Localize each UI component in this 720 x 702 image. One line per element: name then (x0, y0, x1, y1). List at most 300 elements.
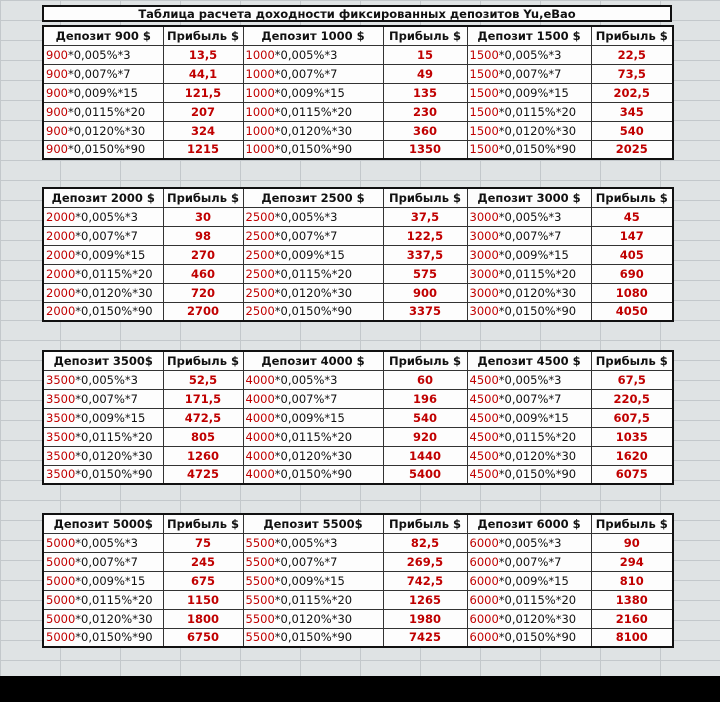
formula-cell[interactable] (43, 408, 163, 427)
formula-cell[interactable] (467, 427, 591, 446)
profit-cell[interactable]: 6075 (591, 465, 673, 484)
formula-cell[interactable] (467, 121, 591, 140)
rate-expression: *0,007%*7 (67, 66, 131, 81)
profit-header-cell[interactable]: Прибыль $ (383, 351, 467, 370)
formula-cell[interactable] (467, 226, 591, 245)
profit-cell[interactable]: 1150 (163, 590, 243, 609)
profit-cell[interactable]: 171,5 (163, 389, 243, 408)
profit-cell[interactable]: 52,5 (163, 370, 243, 389)
rate-expression: *0,0150%*90 (274, 304, 353, 319)
formula-cell[interactable] (467, 83, 591, 102)
profit-cell[interactable]: 675 (163, 571, 243, 590)
formula-cell[interactable] (467, 370, 591, 389)
rate-expression: *0,007%*7 (274, 554, 338, 569)
rate-expression: *0,007%*7 (274, 391, 338, 406)
formula-cell[interactable] (467, 609, 591, 628)
profit-cell[interactable]: 73,5 (591, 64, 673, 83)
deposit-header-cell[interactable]: Депозит 5000$ (43, 514, 163, 533)
deposit-header-cell[interactable]: Депозит 900 $ (43, 26, 163, 45)
formula-cell[interactable] (243, 102, 383, 121)
rate-expression: *0,005%*3 (274, 209, 338, 224)
rate-expression: *0,005%*3 (498, 372, 562, 387)
deposit-header-cell[interactable]: Депозит 1500 $ (467, 26, 591, 45)
deposit-amount: 4500 (469, 391, 499, 406)
rate-expression: *0,0120%*30 (498, 285, 577, 300)
formula-cell[interactable] (243, 571, 383, 590)
deposit-amount: 1500 (469, 123, 499, 138)
deposit-amount: 2500 (245, 266, 275, 281)
deposit-amount: 3000 (469, 209, 499, 224)
formula-cell[interactable] (43, 302, 163, 321)
rate-expression: *0,007%*7 (274, 228, 338, 243)
formula-cell[interactable] (243, 245, 383, 264)
deposit-header-cell[interactable]: Депозит 1000 $ (243, 26, 383, 45)
deposit-header-cell[interactable]: Депозит 2000 $ (43, 188, 163, 207)
deposit-amount: 1500 (469, 85, 499, 100)
formula-cell[interactable] (243, 446, 383, 465)
rate-expression: *0,007%*7 (498, 554, 562, 569)
rate-expression: *0,007%*7 (498, 391, 562, 406)
profit-cell[interactable]: 67,5 (591, 370, 673, 389)
rate-expression: *0,0115%*20 (67, 104, 146, 119)
formula-cell[interactable] (467, 590, 591, 609)
profit-header-cell[interactable]: Прибыль $ (591, 188, 673, 207)
formula-cell[interactable] (467, 552, 591, 571)
profit-cell[interactable]: 147 (591, 226, 673, 245)
formula-cell[interactable] (243, 264, 383, 283)
deposit-amount: 5000 (46, 554, 76, 569)
profit-cell[interactable]: 1265 (383, 590, 467, 609)
formula-cell[interactable] (43, 102, 163, 121)
profit-cell[interactable]: 13,5 (163, 45, 243, 64)
deposit-header-cell[interactable]: Депозит 4000 $ (243, 351, 383, 370)
profit-cell[interactable]: 15 (383, 45, 467, 64)
formula-cell[interactable] (43, 83, 163, 102)
deposit-amount: 5500 (245, 592, 275, 607)
deposit-amount: 2500 (245, 247, 275, 262)
profit-cell[interactable]: 460 (163, 264, 243, 283)
formula-cell[interactable] (43, 427, 163, 446)
table-row (43, 446, 673, 465)
deposit-amount: 900 (46, 85, 68, 100)
profit-cell[interactable]: 900 (383, 283, 467, 302)
deposit-amount: 900 (46, 123, 68, 138)
deposit-amount: 3500 (46, 391, 76, 406)
rate-expression: *0,005%*3 (67, 47, 131, 62)
deposit-amount: 2000 (46, 266, 76, 281)
deposit-amount: 2500 (245, 285, 275, 300)
profit-cell[interactable]: 405 (591, 245, 673, 264)
profit-cell[interactable]: 607,5 (591, 408, 673, 427)
profit-cell[interactable]: 575 (383, 264, 467, 283)
rate-expression: *0,0115%*20 (498, 592, 577, 607)
profit-cell[interactable]: 1380 (591, 590, 673, 609)
deposit-amount: 5000 (46, 630, 76, 645)
profit-header-cell[interactable]: Прибыль $ (591, 514, 673, 533)
profit-cell[interactable]: 7425 (383, 628, 467, 647)
profit-cell[interactable]: 1440 (383, 446, 467, 465)
formula-cell[interactable] (467, 389, 591, 408)
profit-header-cell[interactable]: Прибыль $ (591, 26, 673, 45)
profit-cell[interactable]: 810 (591, 571, 673, 590)
deposit-amount: 1000 (245, 85, 275, 100)
profit-cell[interactable]: 1215 (163, 140, 243, 159)
formula-cell[interactable] (43, 571, 163, 590)
formula-cell[interactable] (243, 408, 383, 427)
formula-cell[interactable] (243, 590, 383, 609)
profit-header-cell[interactable]: Прибыль $ (591, 351, 673, 370)
profit-cell[interactable]: 22,5 (591, 45, 673, 64)
profit-cell[interactable]: 720 (163, 283, 243, 302)
deposit-amount: 3000 (469, 304, 499, 319)
rate-expression: *0,009%*15 (274, 573, 345, 588)
deposit-amount: 5500 (245, 630, 275, 645)
profit-cell[interactable]: 121,5 (163, 83, 243, 102)
deposit-table-block (42, 187, 674, 322)
profit-cell[interactable]: 2700 (163, 302, 243, 321)
formula-cell[interactable] (467, 140, 591, 159)
deposit-amount: 2000 (46, 247, 76, 262)
formula-cell[interactable] (43, 628, 163, 647)
profit-cell[interactable]: 135 (383, 83, 467, 102)
table-row (43, 83, 673, 102)
rate-expression: *0,0150%*90 (498, 467, 577, 482)
deposit-amount: 2500 (245, 228, 275, 243)
rate-expression: *0,0150%*90 (498, 142, 577, 157)
profit-cell[interactable]: 540 (591, 121, 673, 140)
formula-cell[interactable] (243, 533, 383, 552)
rate-expression: *0,005%*3 (498, 209, 562, 224)
rate-expression: *0,0120%*30 (498, 611, 577, 626)
rate-expression: *0,0120%*30 (75, 448, 153, 463)
formula-cell[interactable] (43, 64, 163, 83)
deposit-amount: 4500 (469, 448, 499, 463)
profit-cell[interactable]: 122,5 (383, 226, 467, 245)
formula-cell[interactable] (43, 465, 163, 484)
formula-cell[interactable] (467, 264, 591, 283)
rate-expression: *0,0120%*30 (75, 611, 153, 626)
profit-cell[interactable]: 540 (383, 408, 467, 427)
table-title: Таблица расчета доходности фиксированных депозитов Yu,eBao (42, 5, 672, 22)
rate-expression: *0,009%*15 (67, 85, 138, 100)
formula-cell[interactable] (467, 283, 591, 302)
deposit-amount: 1500 (469, 104, 499, 119)
rate-expression: *0,009%*15 (498, 410, 569, 425)
deposit-amount: 5000 (46, 535, 76, 550)
deposit-amount: 1000 (245, 123, 275, 138)
formula-cell[interactable] (43, 140, 163, 159)
deposit-amount: 3500 (46, 372, 76, 387)
deposit-amount: 6000 (469, 611, 499, 626)
profit-cell[interactable]: 90 (591, 533, 673, 552)
formula-cell[interactable] (467, 465, 591, 484)
rate-expression: *0,0115%*20 (274, 266, 353, 281)
formula-cell[interactable] (243, 465, 383, 484)
profit-cell[interactable]: 220,5 (591, 389, 673, 408)
formula-cell[interactable] (467, 628, 591, 647)
deposit-table-block (42, 513, 674, 648)
deposit-amount: 3500 (46, 448, 76, 463)
rate-expression: *0,0120%*30 (274, 611, 353, 626)
formula-cell[interactable] (243, 389, 383, 408)
profit-cell[interactable]: 60 (383, 370, 467, 389)
deposit-amount: 4000 (245, 372, 275, 387)
deposit-amount: 3000 (469, 228, 499, 243)
deposit-amount: 1500 (469, 142, 499, 157)
formula-cell[interactable] (243, 140, 383, 159)
profit-cell[interactable]: 1080 (591, 283, 673, 302)
table-row (43, 102, 673, 121)
rate-expression: *0,005%*3 (75, 209, 138, 224)
profit-cell[interactable]: 82,5 (383, 533, 467, 552)
formula-cell[interactable] (43, 245, 163, 264)
table-row (43, 370, 673, 389)
deposit-amount: 900 (46, 142, 68, 157)
rate-expression: *0,007%*7 (498, 66, 562, 81)
rate-expression: *0,0150%*90 (75, 467, 153, 482)
deposit-amount: 5000 (46, 611, 76, 626)
formula-cell[interactable] (467, 102, 591, 121)
deposit-amount: 6000 (469, 573, 499, 588)
table-row (43, 533, 673, 552)
deposit-header-cell[interactable]: Депозит 5500$ (243, 514, 383, 533)
profit-cell[interactable]: 30 (163, 207, 243, 226)
rate-expression: *0,0115%*20 (498, 104, 577, 119)
formula-cell[interactable] (243, 552, 383, 571)
deposit-amount: 1000 (245, 142, 275, 157)
profit-cell[interactable]: 294 (591, 552, 673, 571)
profit-cell[interactable]: 207 (163, 102, 243, 121)
profit-cell[interactable]: 45 (591, 207, 673, 226)
formula-cell[interactable] (243, 207, 383, 226)
deposit-amount: 5500 (245, 554, 275, 569)
formula-cell[interactable] (467, 408, 591, 427)
profit-cell[interactable]: 2025 (591, 140, 673, 159)
formula-cell[interactable] (467, 64, 591, 83)
deposit-amount: 5500 (245, 535, 275, 550)
profit-header-cell[interactable]: Прибыль $ (383, 514, 467, 533)
profit-cell[interactable]: 44,1 (163, 64, 243, 83)
rate-expression: *0,0150%*90 (75, 630, 153, 645)
formula-cell[interactable] (243, 283, 383, 302)
rate-expression: *0,007%*7 (75, 554, 138, 569)
formula-cell[interactable] (43, 264, 163, 283)
rate-expression: *0,009%*15 (274, 410, 345, 425)
table-row (43, 590, 673, 609)
deposit-header-cell[interactable]: Депозит 3000 $ (467, 188, 591, 207)
formula-cell[interactable] (243, 45, 383, 64)
profit-cell[interactable]: 1980 (383, 609, 467, 628)
profit-cell[interactable]: 2160 (591, 609, 673, 628)
deposit-amount: 1000 (245, 47, 275, 62)
formula-cell[interactable] (243, 121, 383, 140)
rate-expression: *0,005%*3 (498, 535, 562, 550)
formula-cell[interactable] (467, 446, 591, 465)
formula-cell[interactable] (243, 370, 383, 389)
profit-cell[interactable]: 1620 (591, 446, 673, 465)
table-row (43, 264, 673, 283)
profit-cell[interactable]: 98 (163, 226, 243, 245)
deposit-amount: 900 (46, 47, 68, 62)
deposit-amount: 3000 (469, 285, 499, 300)
formula-cell[interactable] (243, 226, 383, 245)
rate-expression: *0,0150%*90 (67, 142, 146, 157)
rate-expression: *0,0120%*30 (498, 448, 577, 463)
profit-cell[interactable]: 345 (591, 102, 673, 121)
deposit-header-cell[interactable]: Депозит 2500 $ (243, 188, 383, 207)
formula-cell[interactable] (243, 302, 383, 321)
deposit-amount: 5500 (245, 611, 275, 626)
table-row (43, 628, 673, 647)
profit-cell[interactable]: 8100 (591, 628, 673, 647)
table-row (43, 552, 673, 571)
formula-cell[interactable] (467, 45, 591, 64)
profit-cell[interactable]: 230 (383, 102, 467, 121)
formula-cell[interactable] (243, 64, 383, 83)
formula-cell[interactable] (43, 121, 163, 140)
deposit-amount: 5000 (46, 573, 76, 588)
rate-expression: *0,005%*3 (75, 372, 138, 387)
profit-header-cell[interactable]: Прибыль $ (163, 514, 243, 533)
profit-cell[interactable]: 337,5 (383, 245, 467, 264)
rate-expression: *0,0150%*90 (498, 630, 577, 645)
formula-cell[interactable] (43, 533, 163, 552)
formula-cell[interactable] (467, 571, 591, 590)
profit-cell[interactable]: 805 (163, 427, 243, 446)
profit-cell[interactable]: 324 (163, 121, 243, 140)
formula-cell[interactable] (43, 226, 163, 245)
formula-cell[interactable] (43, 389, 163, 408)
table-row (43, 302, 673, 321)
profit-cell[interactable]: 245 (163, 552, 243, 571)
formula-cell[interactable] (43, 45, 163, 64)
rate-expression: *0,0115%*20 (75, 429, 153, 444)
deposit-amount: 1000 (245, 66, 275, 81)
formula-cell[interactable] (467, 207, 591, 226)
rate-expression: *0,0115%*20 (498, 266, 577, 281)
profit-cell[interactable]: 75 (163, 533, 243, 552)
profit-cell[interactable]: 196 (383, 389, 467, 408)
formula-cell[interactable] (467, 245, 591, 264)
table-row (43, 140, 673, 159)
rate-expression: *0,009%*15 (75, 247, 146, 262)
deposit-header-cell[interactable]: Депозит 6000 $ (467, 514, 591, 533)
rate-expression: *0,005%*3 (75, 535, 138, 550)
rate-expression: *0,0120%*30 (274, 285, 353, 300)
formula-cell[interactable] (43, 446, 163, 465)
profit-cell[interactable]: 4725 (163, 465, 243, 484)
rate-expression: *0,005%*3 (274, 535, 338, 550)
rate-expression: *0,0150%*90 (75, 304, 153, 319)
profit-cell[interactable]: 472,5 (163, 408, 243, 427)
rate-expression: *0,0120%*30 (274, 448, 353, 463)
deposit-amount: 4000 (245, 467, 275, 482)
rate-expression: *0,009%*15 (274, 85, 345, 100)
profit-cell[interactable]: 3375 (383, 302, 467, 321)
profit-header-cell[interactable]: Прибыль $ (383, 188, 467, 207)
rate-expression: *0,009%*15 (75, 410, 146, 425)
deposit-amount: 4000 (245, 391, 275, 406)
profit-cell[interactable]: 360 (383, 121, 467, 140)
formula-cell[interactable] (467, 302, 591, 321)
formula-cell[interactable] (243, 83, 383, 102)
table-row (43, 283, 673, 302)
rate-expression: *0,009%*15 (498, 85, 569, 100)
deposit-amount: 3500 (46, 410, 76, 425)
deposit-amount: 2500 (245, 209, 275, 224)
profit-cell[interactable]: 6750 (163, 628, 243, 647)
rate-expression: *0,007%*7 (75, 391, 138, 406)
rate-expression: *0,009%*15 (75, 573, 146, 588)
profit-cell[interactable]: 202,5 (591, 83, 673, 102)
deposit-amount: 900 (46, 66, 68, 81)
profit-cell[interactable]: 690 (591, 264, 673, 283)
formula-cell[interactable] (43, 552, 163, 571)
table-row (43, 64, 673, 83)
profit-header-cell[interactable]: Прибыль $ (163, 26, 243, 45)
profit-cell[interactable]: 37,5 (383, 207, 467, 226)
table-row (43, 465, 673, 484)
profit-cell[interactable]: 49 (383, 64, 467, 83)
formula-cell[interactable] (243, 427, 383, 446)
profit-cell[interactable]: 1800 (163, 609, 243, 628)
rate-expression: *0,0120%*30 (274, 123, 353, 138)
profit-header-cell[interactable]: Прибыль $ (383, 26, 467, 45)
deposit-amount: 1000 (245, 104, 275, 119)
rate-expression: *0,007%*7 (274, 66, 338, 81)
formula-cell[interactable] (43, 370, 163, 389)
formula-cell[interactable] (243, 628, 383, 647)
rate-expression: *0,007%*7 (75, 228, 138, 243)
table-row (43, 609, 673, 628)
deposit-header-cell[interactable]: Депозит 4500 $ (467, 351, 591, 370)
profit-cell[interactable]: 1260 (163, 446, 243, 465)
formula-cell[interactable] (467, 533, 591, 552)
deposit-amount: 1500 (469, 66, 499, 81)
profit-cell[interactable]: 1350 (383, 140, 467, 159)
rate-expression: *0,009%*15 (274, 247, 345, 262)
deposit-amount: 5500 (245, 573, 275, 588)
profit-cell[interactable]: 1035 (591, 427, 673, 446)
formula-cell[interactable] (43, 207, 163, 226)
deposit-amount: 6000 (469, 535, 499, 550)
profit-header-cell[interactable]: Прибыль $ (163, 351, 243, 370)
rate-expression: *0,007%*7 (498, 228, 562, 243)
table-row (43, 207, 673, 226)
deposit-amount: 4500 (469, 429, 499, 444)
profit-cell[interactable]: 742,5 (383, 571, 467, 590)
header-row (43, 351, 673, 370)
profit-cell[interactable]: 4050 (591, 302, 673, 321)
deposit-header-cell[interactable]: Депозит 3500$ (43, 351, 163, 370)
header-row (43, 514, 673, 533)
rate-expression: *0,0120%*30 (67, 123, 146, 138)
profit-cell[interactable]: 920 (383, 427, 467, 446)
deposit-amount: 4500 (469, 372, 499, 387)
rate-expression: *0,0115%*20 (274, 592, 353, 607)
header-row (43, 188, 673, 207)
rate-expression: *0,0115%*20 (274, 429, 353, 444)
formula-cell[interactable] (43, 283, 163, 302)
profit-cell[interactable]: 5400 (383, 465, 467, 484)
deposit-amount: 900 (46, 104, 68, 119)
profit-cell[interactable]: 269,5 (383, 552, 467, 571)
formula-cell[interactable] (43, 590, 163, 609)
formula-cell[interactable] (243, 609, 383, 628)
profit-header-cell[interactable]: Прибыль $ (163, 188, 243, 207)
profit-cell[interactable]: 270 (163, 245, 243, 264)
formula-cell[interactable] (43, 609, 163, 628)
